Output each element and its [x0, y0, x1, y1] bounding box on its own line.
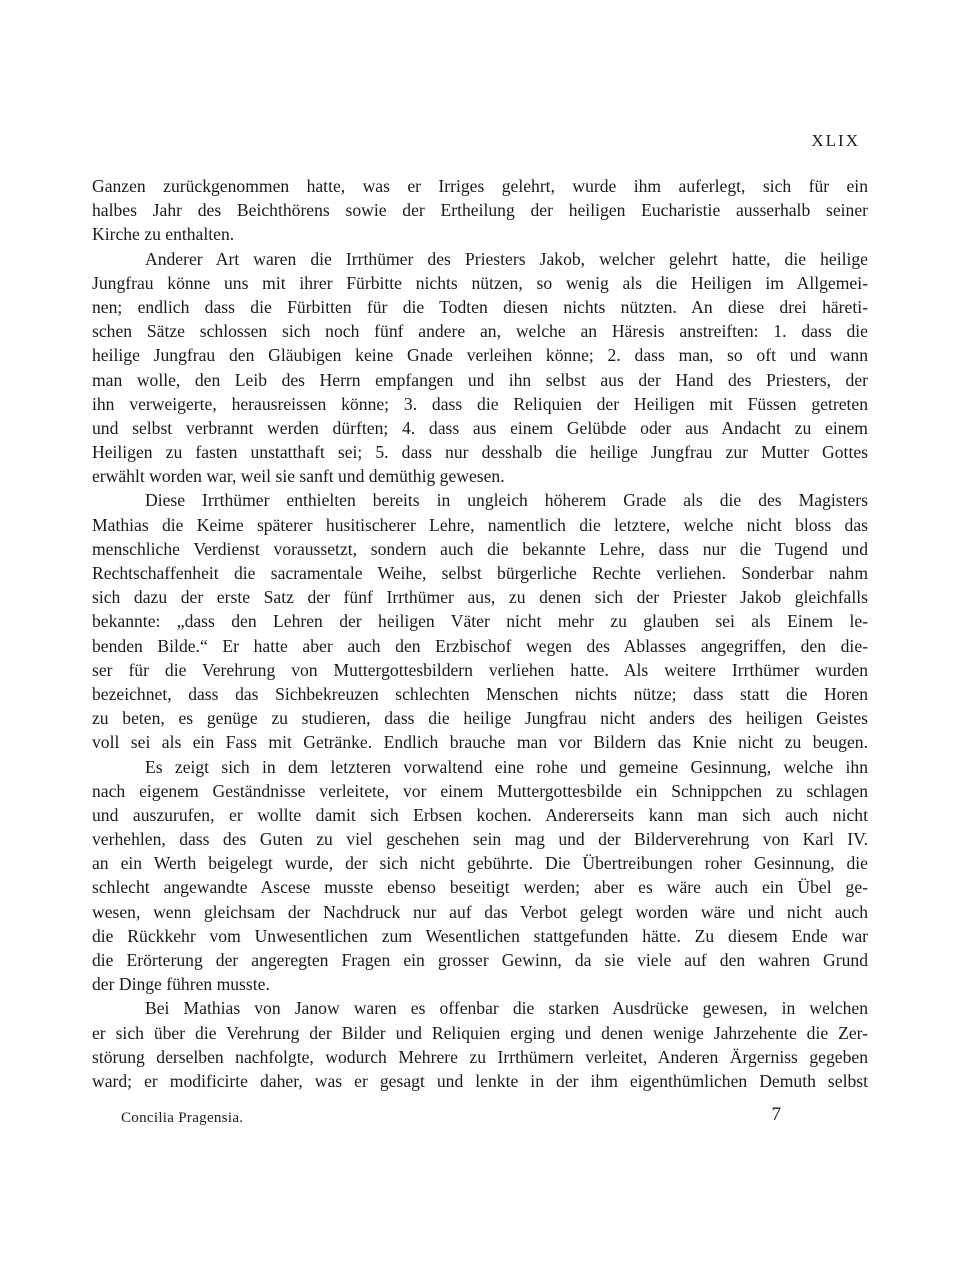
- body-text: [92, 174, 868, 1093]
- text-line: bekannte: „dass den Lehren der heiligen Väter nicht mehr zu glauben sei als Einem le-: [92, 611, 868, 632]
- text-line: menschliche Verdienst voraussetzt, sondern auch die bekannte Lehre, dass nur die Tugend und: [92, 538, 868, 559]
- text-line: zu beten, es genüge zu studieren, dass die heilige Jungfrau nicht anders des heiligen Geistes: [92, 708, 868, 729]
- text-line: er sich über die Verehrung der Bilder und Reliquien erging und denen wenige Jahrzehente die Zer-: [92, 1022, 868, 1043]
- text-line: Rechtschaffenheit die sacramentale Weihe, selbst bürgerliche Rechte verliehen. Sonderbar nahm: [92, 563, 868, 583]
- text-line: bezeichnet, dass das Sichbekreuzen schlechten Menschen nichts nütze; dass statt die Horen: [92, 683, 868, 704]
- text-line: ser für die Verehrung von Muttergottesbildern verliehen hatte. Als weitere Irrthümer wurden: [92, 659, 868, 680]
- text-line: man wolle, den Leib des Herrn empfangen und ihn selbst aus der Hand des Priesters, der: [92, 369, 868, 390]
- text-line: Kirche zu enthalten.: [92, 224, 235, 245]
- text-line: halbes Jahr des Beichthörens sowie der Ertheilung der heiligen Eucharistie ausserhalb seiner: [92, 200, 868, 221]
- text-line: Jungfrau könne uns mit ihrer Fürbitte nichts nützen, so wenig als die Heiligen im Allgemei-: [92, 272, 868, 293]
- text-line: Ganzen zurückgenommen hatte, was er Irriges gelehrt, wurde ihm auferlegt, sich für ein: [92, 176, 868, 196]
- text-line: nach eigenem Geständnisse verleitete, vor einem Muttergottesbilde ein Schnippchen zu schlagen: [92, 780, 868, 801]
- text-line: Anderer Art waren die Irrthümer des Priesters Jakob, welcher gelehrt hatte, die heilige: [145, 248, 868, 269]
- text-line: schen Sätze schlossen sich noch fünf andere an, welche an Häresis anstreiften: 1. dass die: [92, 321, 868, 342]
- text-line: erwählt worden war, weil sie sanft und demüthig gewesen.: [92, 466, 505, 487]
- text-line: nen; endlich dass die Fürbitten für die Todten diesen nichts nützten. An diese drei häreti-: [92, 296, 868, 317]
- text-line: verhehlen, dass des Guten zu viel geschehen sein mag und der Bilderverehrung von Karl IV.: [92, 829, 868, 850]
- text-line: störung derselben nachfolgte, wodurch Mehrere zu Irrthümern verleitet, Anderen Ärgerniss gegeben: [92, 1046, 868, 1067]
- text-line: der Dinge führen musste.: [92, 974, 270, 995]
- text-line: an ein Werth beigelegt wurde, der sich nicht gebührte. Die Übertreibungen roher Gesinnung, die: [92, 853, 868, 874]
- signature-mark: 7: [771, 1104, 781, 1125]
- text-line: Bei Mathias von Janow waren es offenbar die starken Ausdrücke gewesen, in welchen: [145, 998, 868, 1019]
- text-line: Heiligen zu fasten unstatthaft sei; 5. dass nur desshalb die heilige Jungfrau zur Mutter Gottes: [92, 442, 868, 463]
- text-line: und selbst verbrannt werden dürften; 4. dass aus einem Gelübde oder aus Andacht zu einem: [92, 417, 868, 438]
- page-footer: [121, 1104, 781, 1134]
- text-line: schlecht angewandte Ascese musste ebenso beseitigt werden; aber es wäre auch ein Übel ge-: [92, 877, 868, 898]
- text-line: Es zeigt sich in dem letzteren vorwaltend eine rohe und gemeine Gesinnung, welche ihn: [145, 756, 868, 777]
- running-head-page-number: XLIX: [811, 131, 860, 150]
- text-line: ihn verweigerte, herausreissen könne; 3. dass die Reliquien der Heiligen mit Füssen getreten: [92, 393, 868, 414]
- text-line: voll sei als ein Fass mit Getränke. Endlich brauche man vor Bildern das Knie nicht zu beugen.: [92, 732, 868, 753]
- text-line: ward; er modificirte daher, was er gesagt und lenkte in der ihm eigenthümlichen Demuth selbst: [92, 1070, 868, 1091]
- text-line: Diese Irrthümer enthielten bereits in ungleich höherem Grade als die des Magisters: [145, 490, 868, 511]
- footer-title: Concilia Pragensia.: [121, 1110, 244, 1126]
- text-line: wesen, wenn gleichsam der Nachdruck nur auf das Verbot gelegt worden wäre und nicht auch: [92, 901, 868, 922]
- text-line: die Erörterung der angeregten Fragen ein grosser Gewinn, da sie viele auf den wahren Grund: [92, 950, 868, 970]
- text-line: benden Bilde.“ Er hatte aber auch den Erzbischof wegen des Ablasses angegriffen, den die-: [92, 635, 868, 656]
- text-line: und auszurufen, er wollte damit sich Erbsen kochen. Andererseits kann man sich auch nicht: [92, 804, 868, 825]
- text-line: heilige Jungfrau den Gläubigen keine Gnade verleihen könne; 2. dass man, so oft und wann: [92, 345, 868, 366]
- text-line: die Rückkehr vom Unwesentlichen zum Wesentlichen stattgefunden hätte. Zu diesem Ende war: [92, 925, 868, 946]
- text-line: Mathias die Keime späterer husitischerer Lehre, namentlich die letztere, welche nicht bloss das: [92, 514, 868, 535]
- text-line: sich dazu der erste Satz der fünf Irrthümer aus, zu denen sich der Priester Jakob gleichfalls: [92, 587, 868, 608]
